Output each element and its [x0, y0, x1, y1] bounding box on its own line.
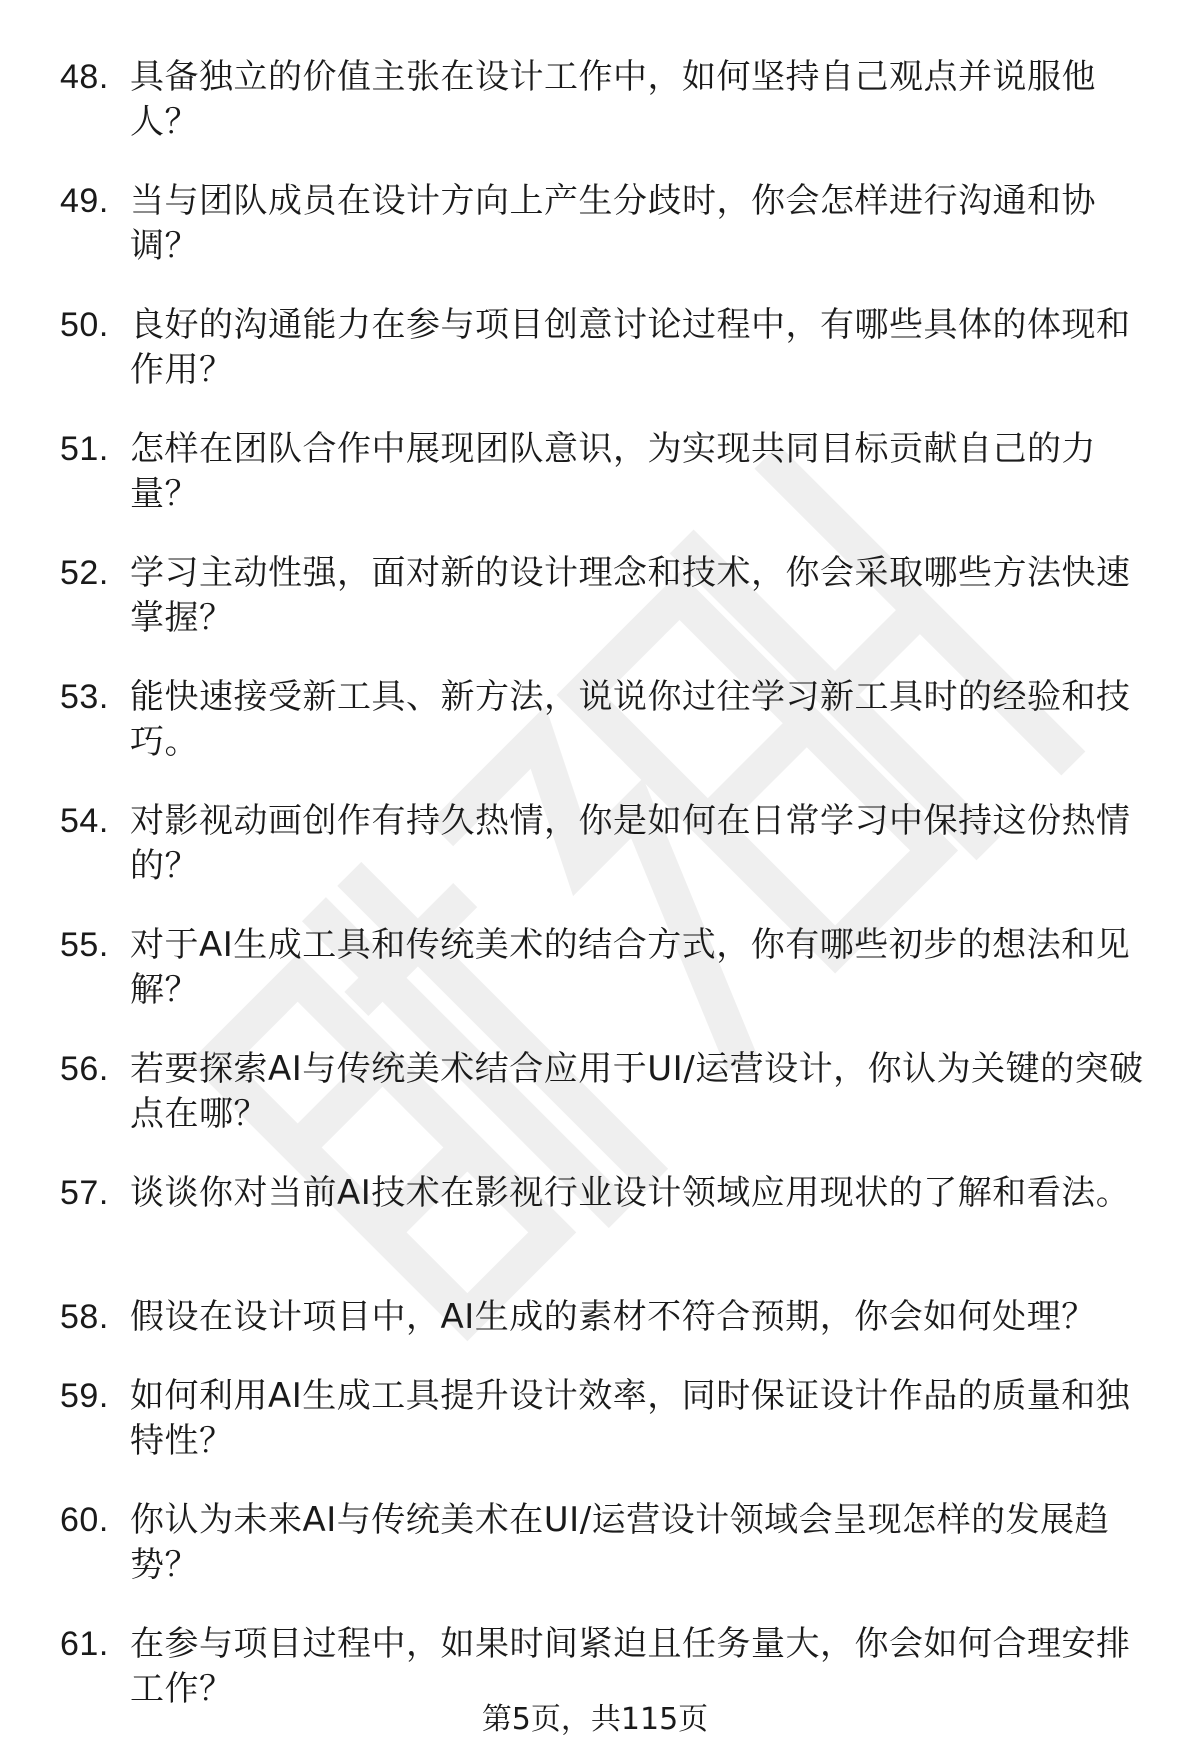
question-item — [60, 923, 1160, 1013]
question-text: 谈谈你对当前AI技术在影视行业设计领域应用现状的了解和看法。 — [130, 1173, 1131, 1213]
question-item — [60, 427, 1160, 517]
question-text: 能快速接受新工具、新方法，说说你过往学习新工具时的经验和技巧。 — [130, 677, 1131, 762]
question-text: 良好的沟通能力在参与项目创意讨论过程中，有哪些具体的体现和作用？ — [130, 305, 1131, 390]
question-list — [60, 55, 1160, 1746]
question-item — [60, 551, 1160, 641]
question-number: 52. — [60, 554, 109, 592]
question-text: 具备独立的价值主张在设计工作中，如何坚持自己观点并说服他人？ — [130, 57, 1096, 142]
question-item — [60, 799, 1160, 889]
page-footer: 第5页，共115页 — [481, 1702, 709, 1737]
question-item — [60, 1295, 1160, 1340]
question-item — [60, 1498, 1160, 1588]
question-number: 59. — [60, 1377, 109, 1415]
question-item — [60, 1374, 1160, 1464]
question-number: 61. — [60, 1625, 109, 1663]
question-item — [60, 55, 1160, 145]
question-number: 54. — [60, 802, 109, 840]
question-text: 你认为未来AI与传统美术在UI/运营设计领域会呈现怎样的发展趋势？ — [130, 1500, 1110, 1585]
question-number: 55. — [60, 926, 109, 964]
question-number: 50. — [60, 306, 109, 344]
question-item — [60, 1622, 1160, 1712]
question-text: 在参与项目过程中，如果时间紧迫且任务量大，你会如何合理安排工作？ — [130, 1624, 1131, 1709]
question-number: 56. — [60, 1050, 109, 1088]
question-text: 当与团队成员在设计方向上产生分歧时，你会怎样进行沟通和协调？ — [130, 181, 1096, 266]
question-text: 对于AI生成工具和传统美术的结合方式，你有哪些初步的想法和见解？ — [130, 925, 1131, 1010]
question-text: 怎样在团队合作中展现团队意识，为实现共同目标贡献自己的力量？ — [130, 429, 1096, 514]
question-number: 53. — [60, 678, 109, 716]
question-number: 57. — [60, 1174, 109, 1212]
question-text: 假设在设计项目中，AI生成的素材不符合预期，你会如何处理？ — [130, 1297, 1096, 1337]
question-number: 51. — [60, 430, 109, 468]
question-text: 学习主动性强，面对新的设计理念和技术，你会采取哪些方法快速掌握？ — [130, 553, 1131, 638]
question-number: 58. — [60, 1298, 109, 1336]
question-item — [60, 675, 1160, 765]
question-number: 49. — [60, 182, 109, 220]
question-text: 对影视动画创作有持久热情，你是如何在日常学习中保持这份热情的？ — [130, 801, 1131, 886]
question-item — [60, 1047, 1160, 1137]
question-item — [60, 179, 1160, 269]
question-item — [60, 1171, 1160, 1261]
question-item — [60, 303, 1160, 393]
question-text: 若要探索AI与传统美术结合应用于UI/运营设计，你认为关键的突破点在哪？ — [130, 1049, 1144, 1134]
question-number: 60. — [60, 1501, 109, 1539]
question-text: 如何利用AI生成工具提升设计效率，同时保证设计作品的质量和独特性？ — [130, 1376, 1131, 1461]
question-number: 48. — [60, 58, 109, 96]
